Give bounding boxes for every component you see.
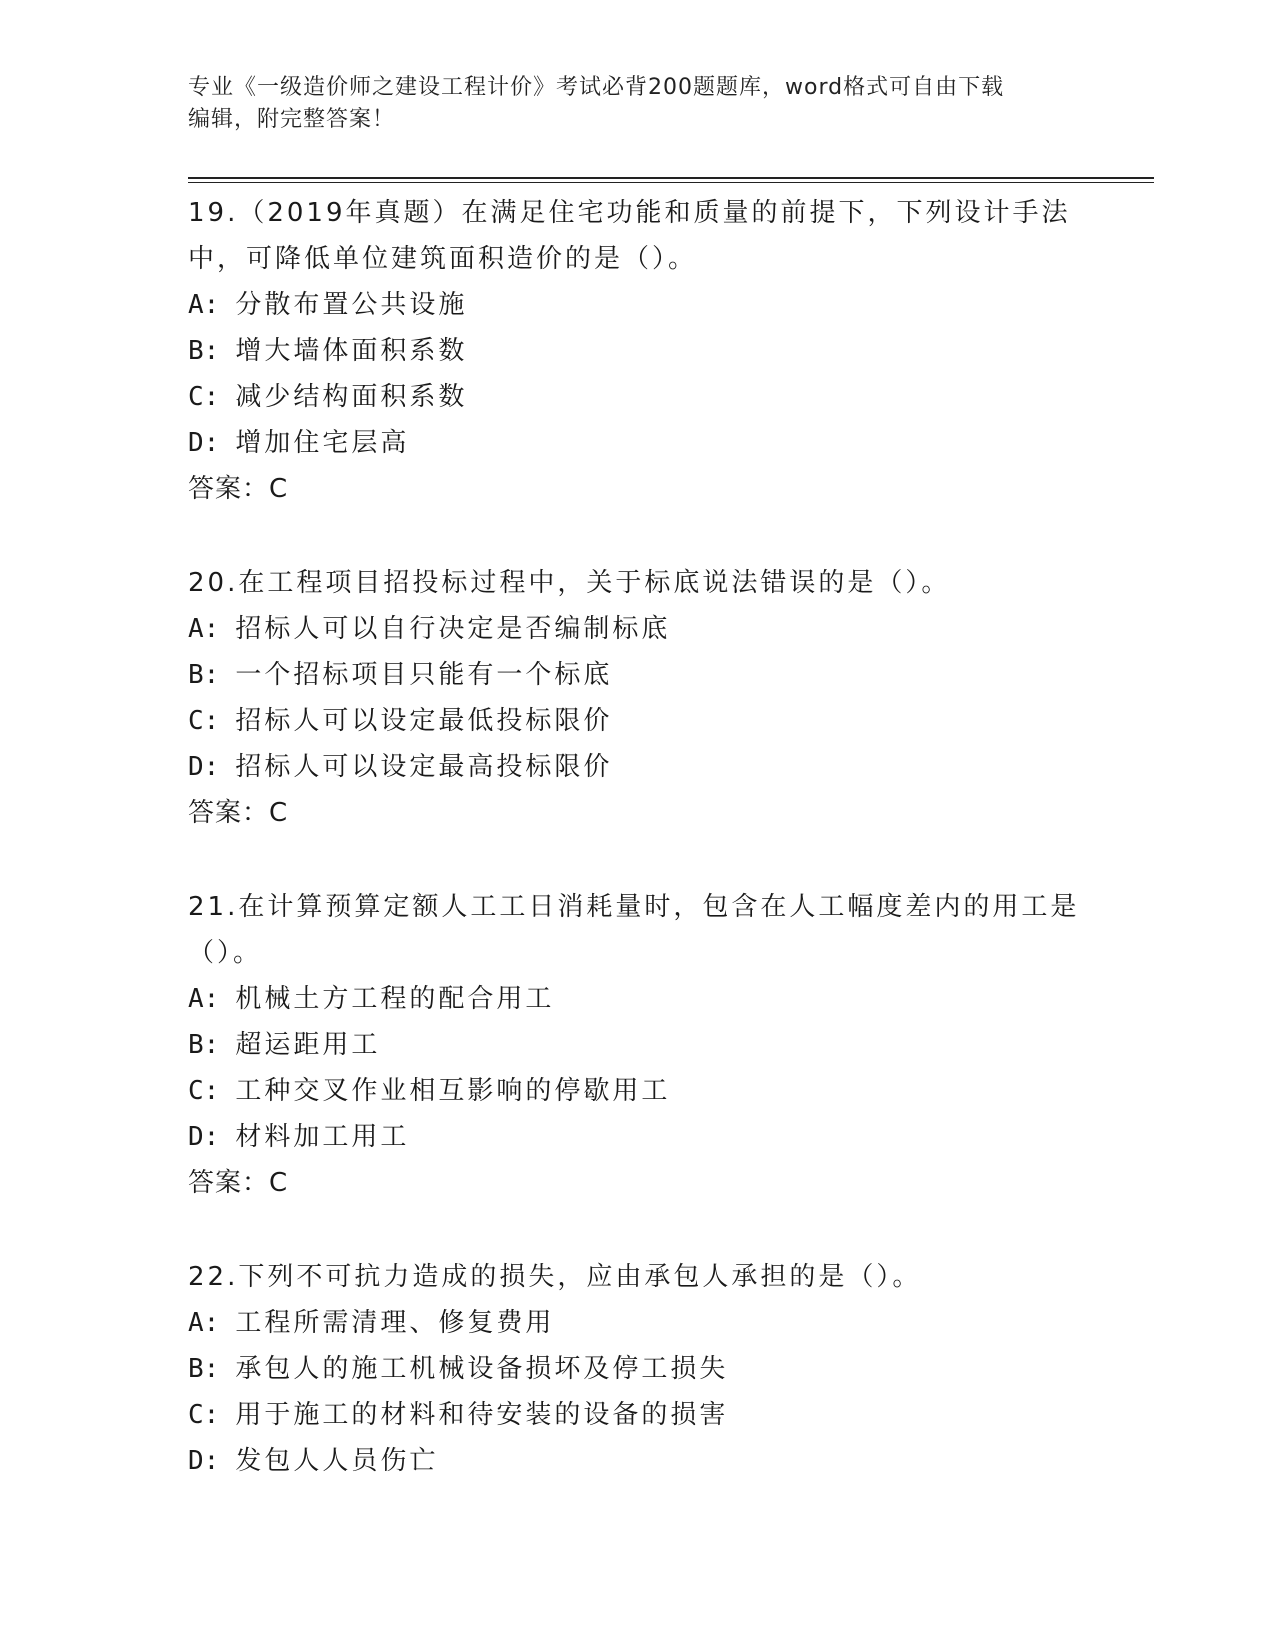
option-c bbox=[188, 698, 1088, 744]
option-key: C: bbox=[188, 1400, 220, 1430]
option-text: 发包人人员伤亡 bbox=[235, 1446, 439, 1476]
question-list bbox=[188, 190, 1088, 1532]
question-stem: 21.在计算预算定额人工工日消耗量时，包含在人工幅度差内的用工是（）。 bbox=[188, 892, 1080, 968]
option-text: 承包人的施工机械设备损坏及停工损失 bbox=[235, 1354, 729, 1384]
document-header bbox=[188, 72, 1068, 136]
option-d bbox=[188, 1438, 1088, 1484]
question-21 bbox=[188, 884, 1088, 1206]
option-key: B: bbox=[188, 660, 220, 690]
option-b bbox=[188, 328, 1088, 374]
header-divider-thin bbox=[188, 182, 1154, 183]
option-key: C: bbox=[188, 1076, 220, 1106]
header-divider-thick bbox=[188, 177, 1154, 179]
option-b bbox=[188, 1022, 1088, 1068]
option-key: C: bbox=[188, 382, 220, 412]
option-text: 增大墙体面积系数 bbox=[235, 336, 468, 366]
option-d bbox=[188, 1114, 1088, 1160]
answer-line: 答案：C bbox=[188, 1168, 289, 1198]
answer-line: 答案：C bbox=[188, 474, 289, 504]
question-stem: 19.（2019年真题）在满足住宅功能和质量的前提下，下列设计手法中，可降低单位建筑面积造价的是（）。 bbox=[188, 198, 1071, 274]
option-text: 超运距用工 bbox=[235, 1030, 381, 1060]
question-19 bbox=[188, 190, 1088, 512]
option-key: D: bbox=[188, 428, 220, 458]
option-key: B: bbox=[188, 1030, 220, 1060]
option-text: 招标人可以设定最高投标限价 bbox=[235, 752, 613, 782]
option-text: 一个招标项目只能有一个标底 bbox=[235, 660, 613, 690]
option-text: 工种交叉作业相互影响的停歇用工 bbox=[235, 1076, 671, 1106]
header-line-1: 专业《一级造价师之建设工程计价》考试必背200题题库，word格式可自由下载 bbox=[188, 75, 1005, 100]
option-key: B: bbox=[188, 336, 220, 366]
option-text: 分散布置公共设施 bbox=[235, 290, 468, 320]
option-text: 招标人可以设定最低投标限价 bbox=[235, 706, 613, 736]
option-text: 招标人可以自行决定是否编制标底 bbox=[235, 614, 671, 644]
option-b bbox=[188, 652, 1088, 698]
option-text: 材料加工用工 bbox=[235, 1122, 410, 1152]
option-a bbox=[188, 1300, 1088, 1346]
question-stem: 22.下列不可抗力造成的损失，应由承包人承担的是（）。 bbox=[188, 1262, 922, 1292]
option-key: A: bbox=[188, 984, 220, 1014]
option-key: C: bbox=[188, 706, 220, 736]
option-text: 增加住宅层高 bbox=[235, 428, 410, 458]
question-20 bbox=[188, 560, 1088, 836]
answer-line: 答案：C bbox=[188, 798, 289, 828]
option-key: D: bbox=[188, 1446, 220, 1476]
option-d bbox=[188, 420, 1088, 466]
option-text: 用于施工的材料和待安装的设备的损害 bbox=[235, 1400, 729, 1430]
option-key: B: bbox=[188, 1354, 220, 1384]
option-a bbox=[188, 282, 1088, 328]
option-b bbox=[188, 1346, 1088, 1392]
header-line-2: 编辑，附完整答案！ bbox=[188, 107, 396, 132]
question-22 bbox=[188, 1254, 1088, 1484]
option-text: 减少结构面积系数 bbox=[235, 382, 468, 412]
option-c bbox=[188, 1068, 1088, 1114]
question-stem: 20.在工程项目招投标过程中，关于标底说法错误的是（）。 bbox=[188, 568, 951, 598]
option-key: A: bbox=[188, 290, 220, 320]
option-key: D: bbox=[188, 1122, 220, 1152]
option-c bbox=[188, 374, 1088, 420]
option-a bbox=[188, 606, 1088, 652]
option-a bbox=[188, 976, 1088, 1022]
option-text: 机械土方工程的配合用工 bbox=[235, 984, 555, 1014]
option-text: 工程所需清理、修复费用 bbox=[235, 1308, 555, 1338]
option-key: D: bbox=[188, 752, 220, 782]
option-c bbox=[188, 1392, 1088, 1438]
option-key: A: bbox=[188, 1308, 220, 1338]
option-d bbox=[188, 744, 1088, 790]
option-key: A: bbox=[188, 614, 220, 644]
